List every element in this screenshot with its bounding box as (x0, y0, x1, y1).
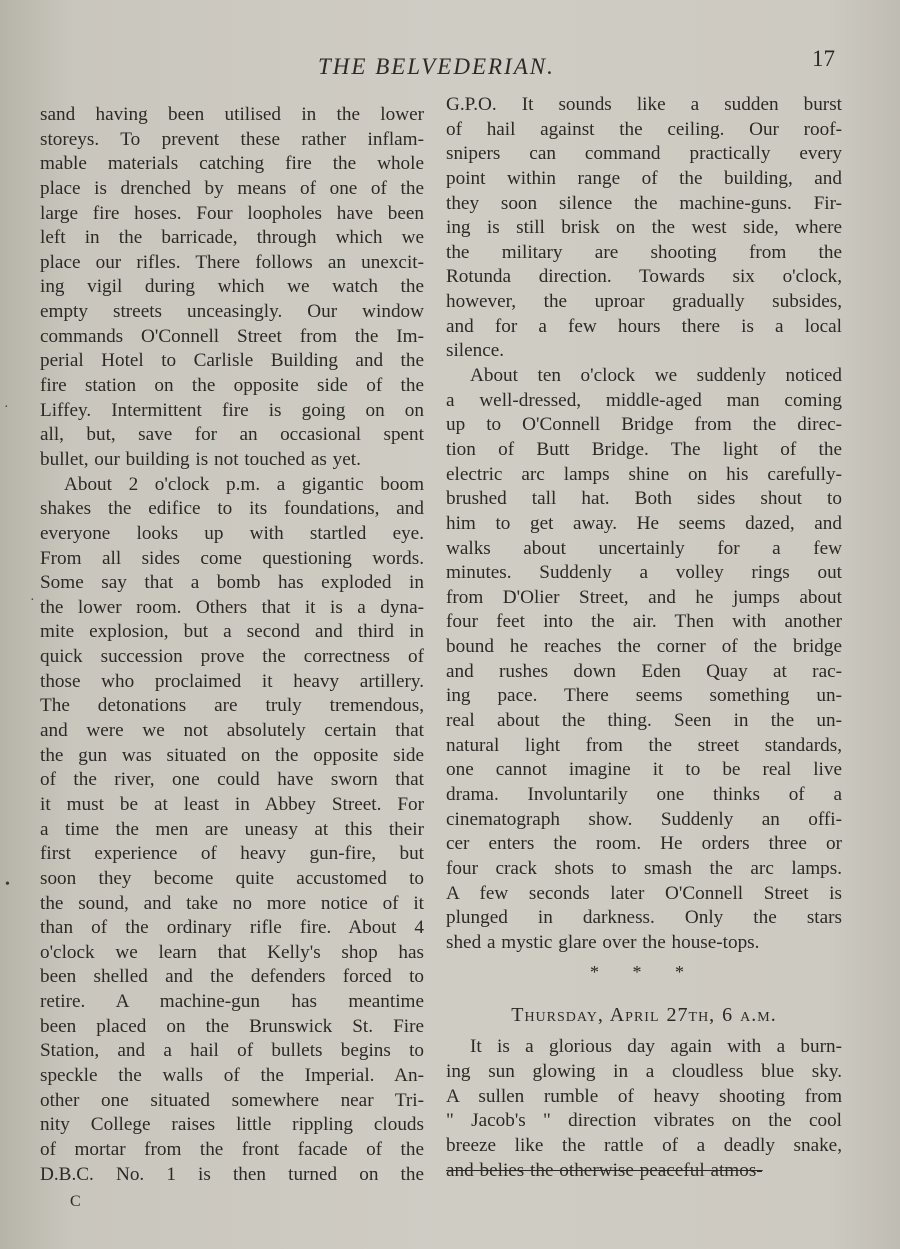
text-line: bound he reaches the corner of the bridge (446, 636, 842, 658)
text-line: G.P.O. It sounds like a sudden burst (446, 94, 842, 115)
text-line: empty streets unceasingly. Our window (40, 301, 424, 323)
margin-speck: · (30, 593, 35, 608)
text-line: up to O'Connell Bridge from the direc- (446, 414, 842, 436)
text-line: all, but, save for an occasional spent (40, 424, 424, 446)
text-line: Station, and a hail of bullets begins to (40, 1040, 424, 1062)
text-line: o'clock we learn that Kelly's shop has (40, 941, 424, 963)
text-line: and were we not absolutely certain that (40, 720, 424, 742)
text-line: brushed tall hat. Both sides shout to (446, 488, 842, 510)
text-line: of hail against the ceiling. Our roof- (446, 118, 842, 140)
text-line: him to get away. He seems dazed, and (446, 512, 842, 534)
page-header (0, 46, 900, 86)
text-line: the gun was situated on the opposite side (40, 744, 424, 766)
text-line: About ten o'clock we suddenly noticed (470, 365, 842, 387)
text-line: Some say that a bomb has exploded in (40, 572, 424, 594)
text-line: the lower room. Others that it is a dyna- (40, 596, 424, 618)
text-line: it must be at least in Abbey Street. For (40, 793, 424, 815)
text-line: bullet, our building is not touched as yet. (40, 448, 361, 470)
text-line: place is drenched by means of one of the (40, 177, 424, 199)
text-line: electric arc lamps shine on his carefully- (446, 463, 842, 485)
text-line: of the river, one could have sworn that (40, 769, 424, 791)
text-line: shakes the edifice to its foundations, and (40, 498, 424, 520)
text-line: The detonations are truly tremendous, (40, 695, 424, 717)
text-line: quick succession prove the correctness of (40, 646, 424, 668)
text-line: been placed on the Brunswick St. Fire (40, 1015, 424, 1037)
text-line: shed a mystic glare over the house-tops. (446, 931, 760, 953)
text-line: first experience of heavy gun-fire, but (40, 843, 424, 865)
text-line: those who proclaimed it heavy artillery. (40, 670, 424, 692)
right-column-text-after-heading (446, 1035, 842, 1158)
text-line: four crack shots to smash the arc lamps. (446, 857, 842, 879)
text-line: from D'Olier Street, and he jumps about (446, 586, 842, 608)
text-line: drama. Involuntarily one thinks of a (446, 783, 842, 805)
struck-through-line: and belies the otherwise peaceful atmos- (446, 1159, 763, 1181)
text-line: mable materials catching fire the whole (40, 153, 424, 175)
text-line: four feet into the air. Then with another (446, 611, 842, 633)
text-line: It is a glorious day again with a burn- (470, 1036, 842, 1058)
text-line: snipers can command practically every (446, 143, 842, 165)
text-line: however, the uproar gradually subsides, (446, 291, 842, 313)
left-column (40, 103, 424, 1187)
text-line: mite explosion, but a second and third in (40, 621, 424, 643)
text-line: From all sides come questioning words. (40, 547, 424, 569)
text-line: and rushes down Eden Quay at rac- (446, 660, 842, 682)
text-line: speckle the walls of the Imperial. An- (40, 1064, 424, 1086)
text-line: About 2 o'clock p.m. a gigantic boom (64, 473, 424, 495)
text-line: of mortar from the front facade of the (40, 1138, 424, 1160)
text-line: A few seconds later O'Connell Street is (446, 882, 842, 904)
text-line: ing vigil during which we watch the (40, 276, 424, 298)
text-line: been shelled and the defenders forced to (40, 966, 424, 988)
text-line: retire. A machine-gun has meantime (40, 991, 424, 1013)
text-line: and for a few hours there is a local (446, 315, 842, 337)
text-line: storeys. To prevent these rather inflam- (40, 128, 424, 150)
right-column (446, 93, 842, 1183)
text-line: other one situated somewhere near Tri- (40, 1089, 424, 1111)
text-line: natural light from the street standards, (446, 734, 842, 756)
text-line: large fire hoses. Four loopholes have been (40, 202, 424, 224)
text-line: perial Hotel to Carlisle Building and the (40, 350, 424, 372)
margin-speck: • (5, 877, 10, 892)
margin-speck: · (4, 400, 9, 415)
text-line: cinematograph show. Suddenly an offi- (446, 808, 842, 830)
text-line: cer enters the room. He orders three or (446, 833, 842, 855)
text-line: one cannot imagine it to be real live (446, 759, 842, 781)
text-line: Rotunda direction. Towards six o'clock, (446, 266, 842, 288)
text-line: than of the ordinary rifle fire. About 4 (40, 917, 424, 939)
text-line: a time the men are uneasy at this their (40, 818, 424, 840)
text-line: everyone looks up with startled eye. (40, 522, 424, 544)
text-line: ing sun glowing in a cloudless blue sky. (446, 1061, 842, 1083)
section-heading: Thursday, April 27th, 6 a.m. (511, 1004, 777, 1027)
text-line: " Jacob's " direction vibrates on the cool (446, 1110, 842, 1132)
text-line: tion of Butt Bridge. The light of the (446, 438, 842, 460)
text-line: a well-dressed, middle-aged man coming (446, 389, 842, 411)
text-line: left in the barricade, through which we (40, 227, 424, 249)
text-line: breeze like the rattle of a deadly snake, (446, 1134, 842, 1156)
text-line: real about the thing. Seen in the un- (446, 710, 842, 732)
text-line: soon they become quite accustomed to (40, 867, 424, 889)
signature-mark: C (70, 1193, 81, 1210)
page-number: 17 (812, 46, 835, 71)
text-line: walks about uncertainly for a few (446, 537, 842, 559)
text-line: the sound, and take no more notice of it (40, 892, 424, 914)
text-line: A sullen rumble of heavy shooting from (446, 1085, 842, 1107)
text-line: place our rifles. There follows an unexcit- (40, 251, 424, 273)
text-line: point within range of the building, and (446, 167, 842, 189)
text-line: plunged in darkness. Only the stars (446, 907, 842, 929)
text-line: commands O'Connell Street from the Im- (40, 325, 424, 347)
text-line: they soon silence the machine-guns. Fir- (446, 192, 842, 214)
text-line: sand having been utilised in the lower (40, 104, 424, 125)
text-line: the military are shooting from the (446, 241, 842, 263)
text-line: Liffey. Intermittent fire is going on on (40, 399, 424, 421)
running-title: THE BELVEDERIAN. (318, 54, 555, 79)
right-column-text-before-break (446, 93, 842, 955)
text-line: silence. (446, 340, 505, 362)
text-line: D.B.C. No. 1 is then turned on the (40, 1163, 424, 1185)
text-line: nity College raises little rippling clouds (40, 1114, 424, 1136)
text-line: fire station on the opposite side of the (40, 375, 424, 397)
section-separator: * * * (590, 962, 698, 983)
text-line: ing is still brisk on the west side, where (446, 217, 842, 239)
text-line: ing pace. There seems something un- (446, 685, 842, 707)
text-line: minutes. Suddenly a volley rings out (446, 562, 842, 584)
